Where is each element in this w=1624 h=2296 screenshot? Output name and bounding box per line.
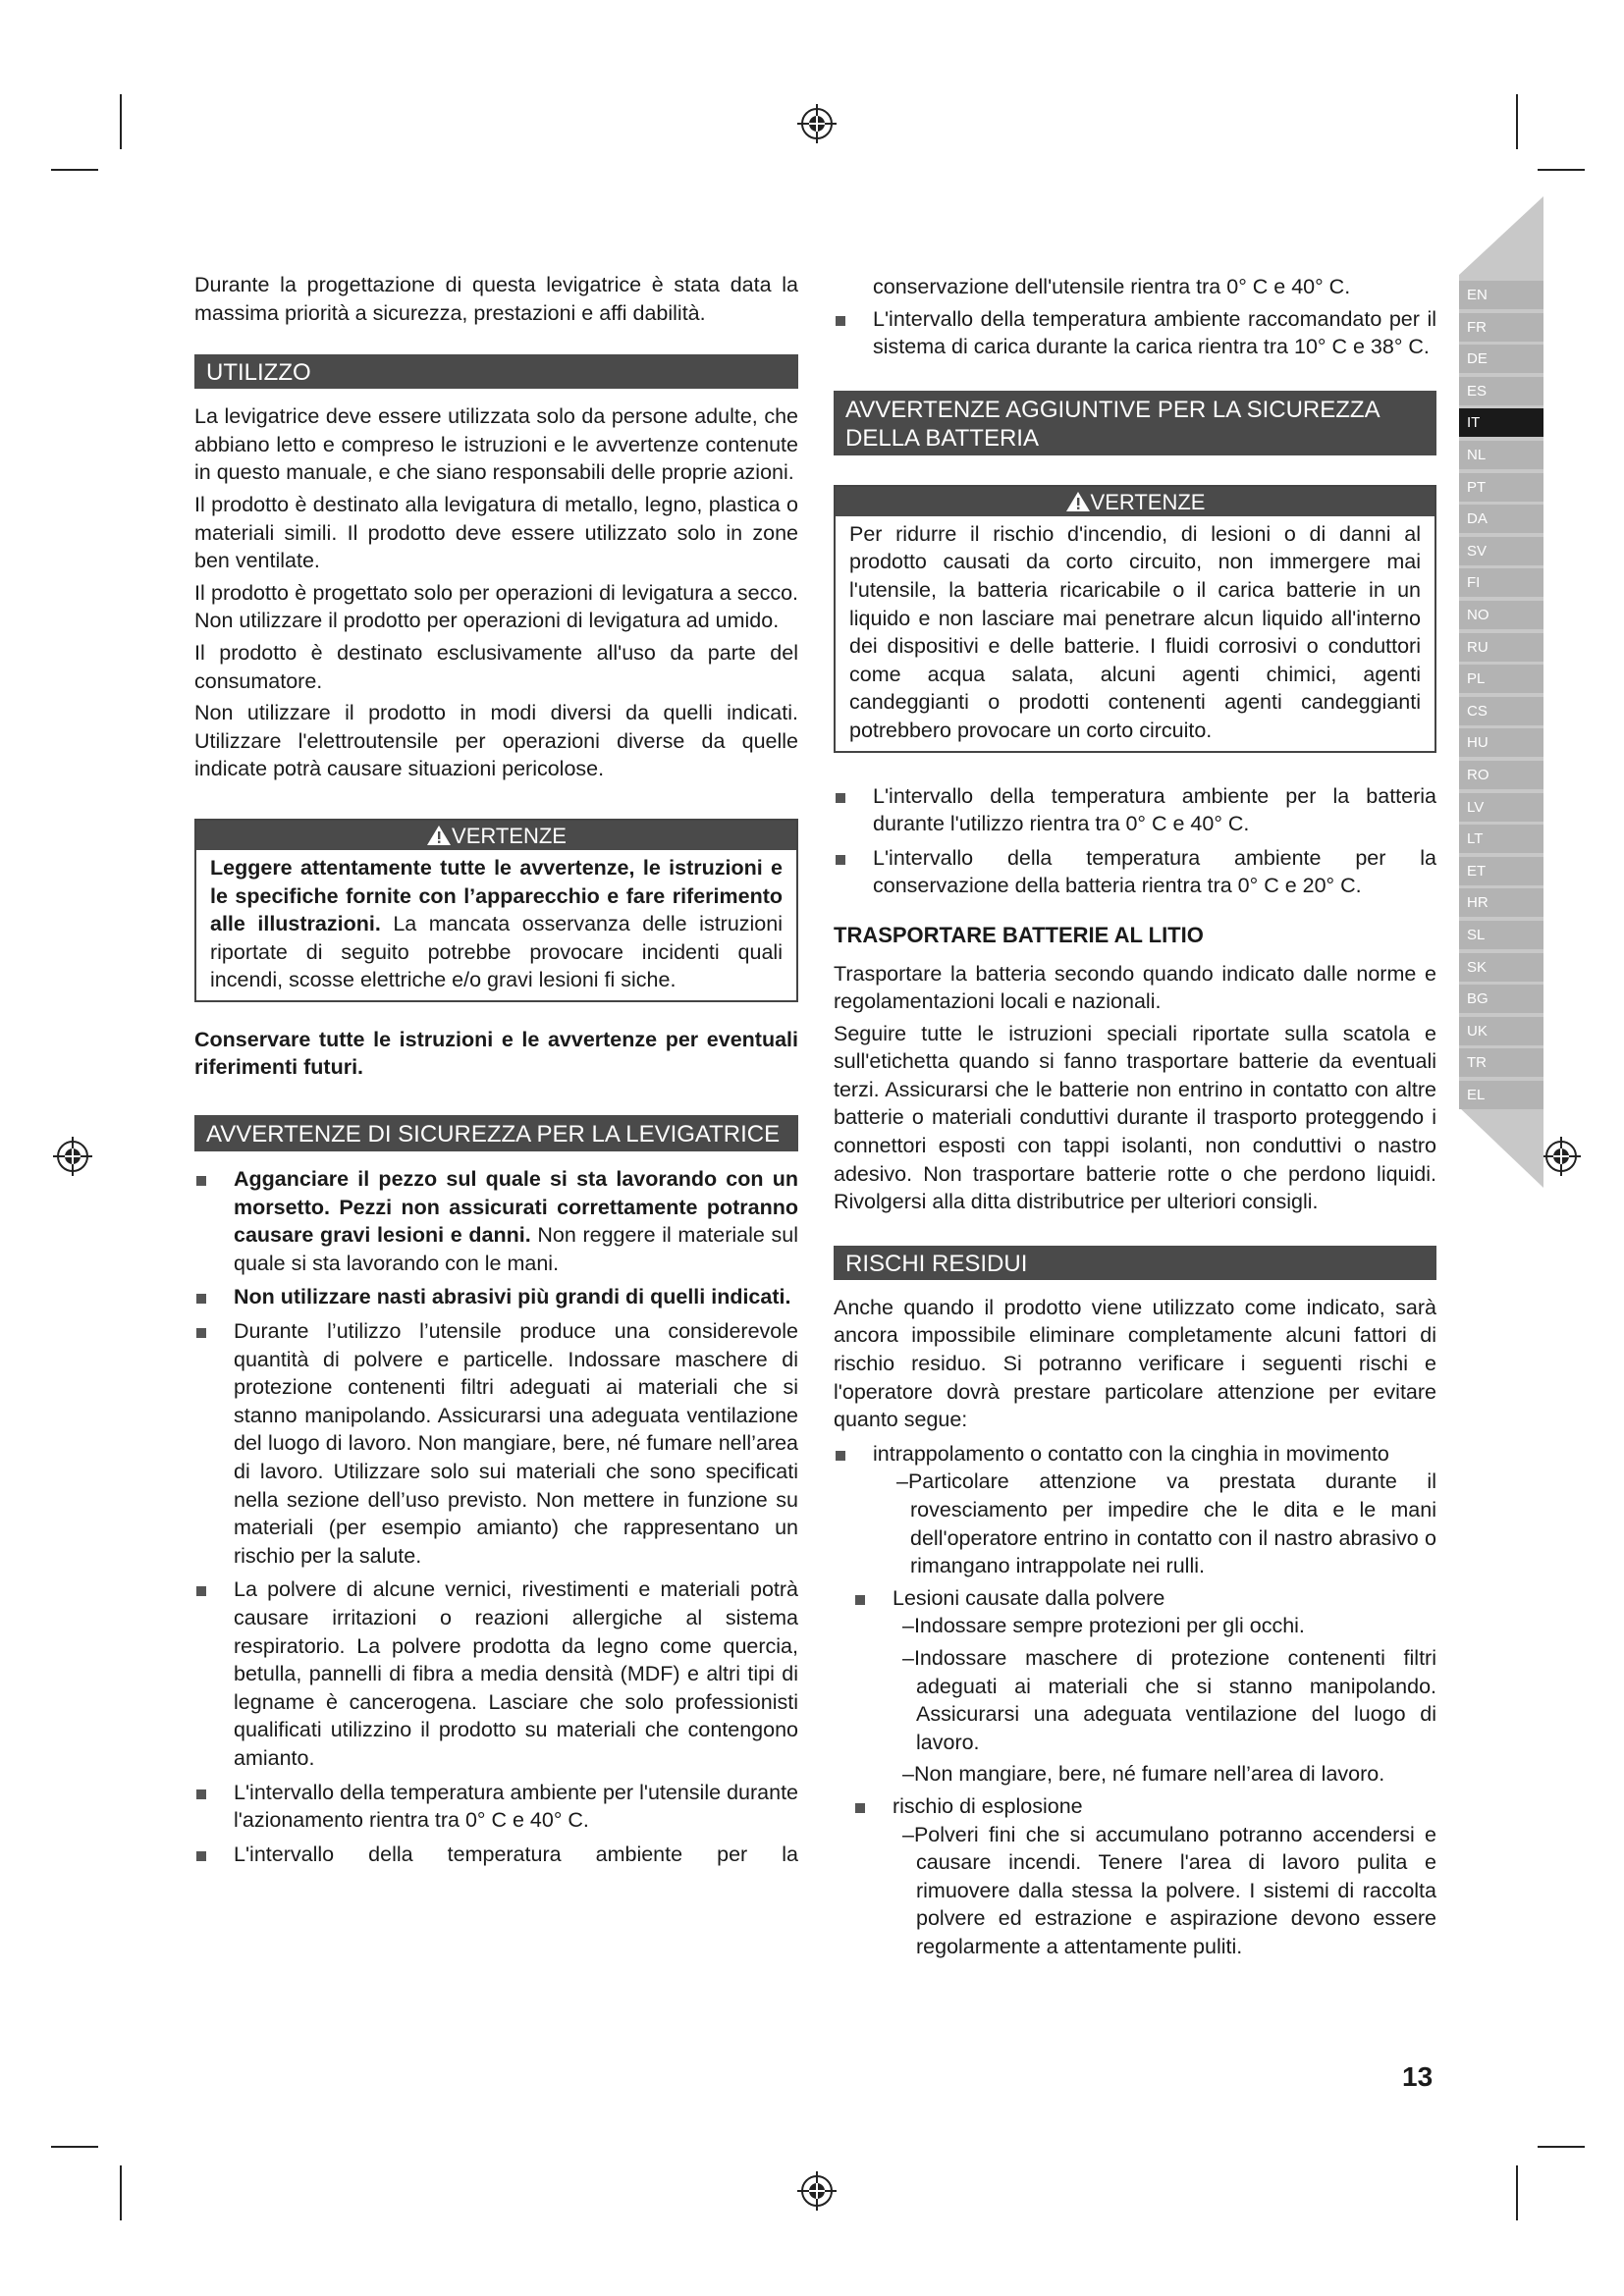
language-tab-pt[interactable]: PT: [1459, 473, 1543, 502]
language-tab-tr[interactable]: TR: [1459, 1048, 1543, 1077]
language-tab-sv[interactable]: SV: [1459, 537, 1543, 565]
paragraph: Il prodotto è destinato alla levigatura di metallo, legno, plastica o materiali simili. Il prodotto deve essere utilizzato solo in zone ben ventilate.: [194, 492, 798, 573]
language-tab-lt[interactable]: LT: [1459, 825, 1543, 853]
language-tab-lv[interactable]: LV: [1459, 793, 1543, 822]
language-tab-fr[interactable]: FR: [1459, 313, 1543, 342]
language-tab-et[interactable]: ET: [1459, 857, 1543, 885]
language-tab-bg[interactable]: BG: [1459, 985, 1543, 1013]
section-header-utilizzo: UTILIZZO: [194, 354, 798, 389]
warning-bold-text: Leggere attentamente tutte le avvertenze, le istruzioni e le specifiche fornite con l’apparecchio e fare riferimento alle illustrazioni.: [210, 855, 783, 936]
warning-body: [196, 850, 796, 1000]
left-column: [194, 271, 798, 1874]
crop-mark: [1516, 94, 1518, 149]
item-text: Durante l’utilizzo l’utensile produce una considerevole quantità di polvere e particelle. Indossare maschere di protezione contenenti filtri adeguati ai materiali che si stanno manipolando. Assicurarsi una adeguata ventilazione del luogo di lavoro. Non mangiare, bere, né fumare nell’area di lavoro. Utilizzare solo sui materiali che sono specificati nella sezione dell’uso previsto. Non mettere in funzione su materiali (per esempio amianto) che rappresentano un rischio per la salute.: [234, 1319, 798, 1568]
crop-mark: [51, 2146, 98, 2148]
language-tab-sl[interactable]: SL: [1459, 921, 1543, 949]
warning-header: [836, 487, 1435, 516]
paragraph: Non utilizzare il prodotto in modi diversi da quelli indicati. Utilizzare l'elettroutensile per operazioni diverse da quelle indicate potrà causare situazioni pericolose.: [194, 701, 798, 781]
crop-mark: [120, 94, 122, 149]
language-tab-el[interactable]: EL: [1459, 1081, 1543, 1109]
language-tab-es[interactable]: ES: [1459, 377, 1543, 405]
warning-triangle-icon: [426, 825, 452, 846]
list-item: L'intervallo della temperatura ambiente raccomandato per il sistema di carica durante la carica rientra tra 10° C e 38° C.: [834, 305, 1436, 361]
crop-mark: [1538, 2146, 1585, 2148]
warning-triangle-icon: [1065, 491, 1091, 512]
language-tab-de[interactable]: DE: [1459, 345, 1543, 373]
crop-mark: [51, 169, 98, 171]
item-text: La polvere di alcune vernici, rivestimenti e materiali potrà causare irritazioni o reazioni allergiche al sistema respiratorio. La polvere prodotta da legno come quercia, betulla, pannelli di fibra a media densità (MDF) e altri tipi di legname è cancerogena. Lasciare che solo professionisti qualificati utilizzino il prodotto su materiali che contengono amianto.: [234, 1577, 798, 1770]
dash-item: –Particolare attenzione va prestata durante il rovesciamento per impedire che le dita e le mani dell'operatore entrino in contatto con il nastro abrasivo o rimangano intrappolate nei rulli.: [896, 1469, 1436, 1578]
language-tab-hr[interactable]: HR: [1459, 888, 1543, 917]
item-bold: Non utilizzare nasti abrasivi più grandi di quelli indicati.: [234, 1285, 791, 1309]
list-item: [194, 1575, 798, 1772]
charger-list: [834, 305, 1436, 361]
item-text: L'intervallo della temperatura ambiente per la: [234, 1842, 798, 1866]
dash-item: –Indossare maschere di protezione contenenti filtri adeguati ai materiali che si stanno manipolando. Assicurarsi una adeguata ventilazione del luogo di lavoro.: [902, 1645, 1436, 1754]
warning-box: [194, 819, 798, 1002]
registration-mark-icon: [795, 102, 839, 145]
dash-item: –Indossare sempre protezioni per gli occhi.: [902, 1614, 1305, 1638]
crop-mark: [1538, 169, 1585, 171]
section-header-rischi: RISCHI RESIDUI: [834, 1246, 1436, 1280]
registration-mark-icon: [795, 2169, 839, 2213]
warning-header: [196, 821, 796, 850]
language-tab-en[interactable]: EN: [1459, 281, 1543, 309]
language-tab-it[interactable]: IT: [1459, 408, 1543, 437]
item-text: Non reggere il materiale sul quale si sta lavorando con le mani.: [234, 1223, 798, 1275]
language-tab-hu[interactable]: HU: [1459, 728, 1543, 757]
list-item: rischio di esplosione: [834, 1792, 1436, 1821]
battery-warning-box: [834, 485, 1436, 753]
conserve-instructions: Conservare tutte le istruzioni e le avvertenze per eventuali riferimenti futuri.: [194, 1027, 798, 1080]
registration-mark-icon: [51, 1135, 94, 1178]
list-item: L'intervallo della temperatura ambiente per la batteria durante l'utilizzo rientra tra 0° C e 40° C.: [834, 782, 1436, 838]
list-item: intrappolamento o contatto con la cinghia in movimento: [834, 1440, 1436, 1468]
paragraph: Seguire tutte le istruzioni speciali riportate sulla scatola e sull'etichetta quando si fanno trasportare batterie da eventuali terzi. Assicurarsi che le batterie non entrino in contatto con altre batterie o materiali conduttivi durante il trasporto proteggendo i connettori esposti con tappi isolanti, non conduttivi o nastro adesivo. Non trasportare batterie rotte o che perdono liquidi. Rivolgersi alla ditta distributrice per ulteriori consigli.: [834, 1021, 1436, 1214]
section-header-sicurezza: AVVERTENZE DI SICUREZZA PER LA LEVIGATRICE: [194, 1115, 798, 1151]
intro-text: Durante la progettazione di questa levigatrice è stata data la massima priorità a sicurezza, prestazioni e affi dabilità.: [194, 273, 798, 325]
crop-mark: [1516, 2165, 1518, 2220]
dash-item: –Non mangiare, bere, né fumare nell’area di lavoro.: [902, 1762, 1385, 1787]
page-number: 13: [1402, 2061, 1434, 2092]
paragraph: Trasportare la batteria secondo quando indicato dalle norme e regolamentazioni locali e nazionali.: [834, 961, 1436, 1014]
language-tab-ru[interactable]: RU: [1459, 633, 1543, 662]
language-tab-da[interactable]: DA: [1459, 505, 1543, 533]
paragraph: Anche quando il prodotto viene utilizzato come indicato, sarà ancora impossibile eliminare completamente alcuni fattori di rischio residuo. Si potranno verificare i seguenti rischi e l'operatore dovrà prestare particolare attenzione per evitare quanto segue:: [834, 1295, 1436, 1432]
warning-title: VERTENZE: [452, 823, 567, 848]
list-item: [194, 1317, 798, 1570]
list-item: [194, 1779, 798, 1835]
language-tab-pl[interactable]: PL: [1459, 665, 1543, 693]
language-tab-sk[interactable]: SK: [1459, 953, 1543, 982]
battery-temp-list: [834, 782, 1436, 900]
language-tab-no[interactable]: NO: [1459, 601, 1543, 629]
list-item: [194, 1841, 798, 1869]
risk-list: [834, 1584, 1436, 1613]
registration-mark-icon: [1540, 1135, 1583, 1178]
risk-list: [834, 1440, 1436, 1468]
section-header-batteria: AVVERTENZE AGGIUNTIVE PER LA SICUREZZA DELLA BATTERIA: [834, 391, 1436, 455]
warning-body: Per ridurre il rischio d'incendio, di lesioni o di danni al prodotto causati da corto circuito, non immergere mai l'utensile, la batteria ricaricabile o il carica batterie in un liquido e non lasciare mai penetrare alcun liquido all'interno dei dispositivi e delle batterie. I fluidi corrosivi o conduttori come acqua salata, alcuni agenti chimici, agenti candeggianti o prodotti contenenti agenti candeggianti potrebbero provocare un corto circuito.: [849, 521, 1421, 742]
paragraph: Il prodotto è progettato solo per operazioni di levigatura a secco. Non utilizzare il prodotto per operazioni di levigatura ad umido.: [194, 580, 798, 633]
risk-list: [834, 1792, 1436, 1821]
paragraph: La levigatrice deve essere utilizzata solo da persone adulte, che abbiano letto e compreso le istruzioni e le avvertenze contenute in questo manuale, e che siano responsabili delle proprie azioni.: [194, 404, 798, 485]
list-item: [194, 1283, 798, 1311]
language-tab-nl[interactable]: NL: [1459, 441, 1543, 469]
item-text: L'intervallo della temperatura ambiente per l'utensile durante l'azionamento rientra tra 0° C e 40° C.: [234, 1780, 798, 1833]
crop-mark: [120, 2165, 122, 2220]
paragraph: Il prodotto è destinato esclusivamente all'uso da parte del consumatore.: [194, 640, 798, 693]
language-tab-ro[interactable]: RO: [1459, 761, 1543, 789]
subheading-trasporto: TRASPORTARE BATTERIE AL LITIO: [834, 922, 1204, 947]
item-bold: Agganciare il pezzo sul quale si sta lavorando con un morsetto. Pezzi non assicurati correttamente potranno causare gravi lesioni e danni.: [234, 1167, 798, 1248]
dash-item: –Polveri fini che si accumulano potranno accendersi e causare incendi. Tenere l'area di lavoro pulita e rimuovere dalla stessa la polvere. I sistemi di raccolta polvere ed estrazione e aspirazione devono essere regolarmente a attentamente puliti.: [902, 1822, 1436, 1958]
list-item: L'intervallo della temperatura ambiente per la conservazione della batteria rientra tra 0° C e 20° C.: [834, 844, 1436, 900]
safety-list: [194, 1165, 798, 1868]
language-tab-fi[interactable]: FI: [1459, 568, 1543, 597]
list-item: Lesioni causate dalla polvere: [834, 1584, 1436, 1613]
warning-text: La mancata osservanza delle istruzioni riportate di seguito potrebbe provocare incidenti quali incendi, scosse elettriche e/o gravi lesioni fi siche.: [210, 912, 783, 992]
warning-title: VERTENZE: [1090, 489, 1206, 514]
language-tab-uk[interactable]: UK: [1459, 1017, 1543, 1045]
language-tab-cs[interactable]: CS: [1459, 697, 1543, 725]
list-item: [194, 1165, 798, 1277]
right-column: [834, 273, 1436, 1965]
continuation-text: conservazione dell'utensile rientra tra 0° C e 40° C.: [873, 275, 1351, 298]
